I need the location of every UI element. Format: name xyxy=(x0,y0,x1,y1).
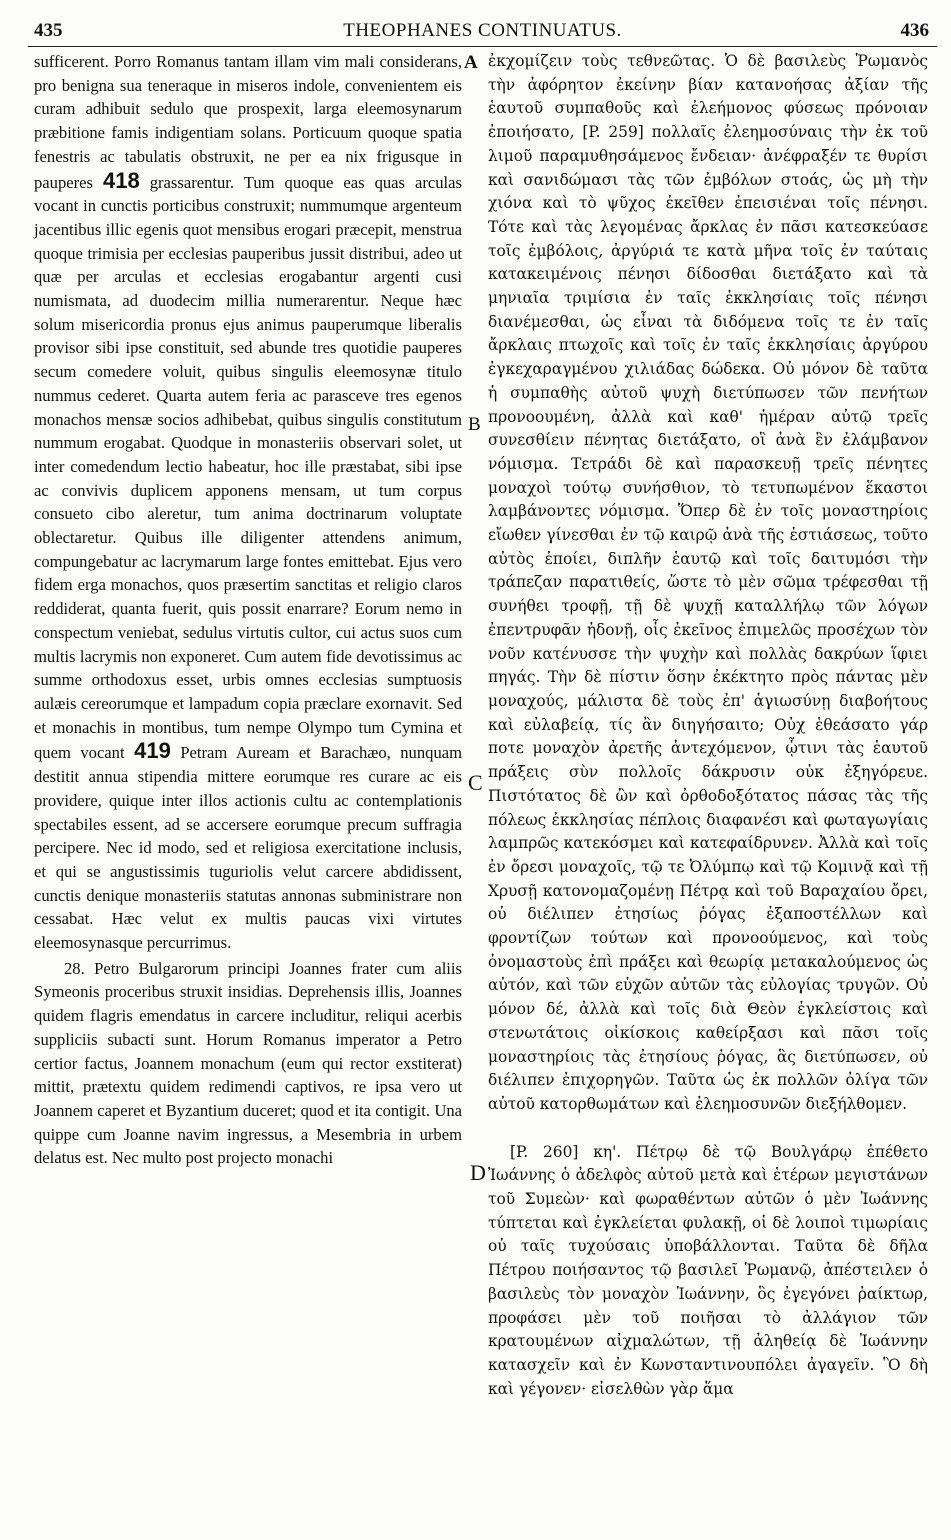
running-header xyxy=(28,18,937,47)
page-break-number: 419 xyxy=(134,738,171,764)
left-page-number: 435 xyxy=(34,20,63,41)
margin-marker-a: A xyxy=(464,52,478,73)
margin-marker-c: C xyxy=(468,770,483,795)
running-title: THEOPHANES CONTINUATUS. xyxy=(343,20,622,41)
latin-text: Petram Auream et Barachæo, nunquam destitit annua stipendia mittere eorumque res curare ac eis providere, quique inter illos actionis cultu ac contemplationis spectabiles essent, ad se accersere eorumque precum suffragia percipere. Nec id modo, sed et religiosa exercitatione inclusis, et qui se angustissimis tuguriolis velut carcere abdidissent, cunctis denique monasteriis statutas annonas subministrare non cessabat. Hæc velut ex multis paucas vixi virtutes eleemosynasque percurrimus. xyxy=(34,743,463,953)
latin-text: sufficerent. Porro Romanus tantam illam vim mali considerans, pro benigna sua teneraque in miseros indole, convenientem eis curam adhibuit sedulo que prospexit, larga eleemosynarum præbitione famis indigentiam solans. Porticuum quoque spatia fenestris ac tabulatis obstruxit, ne per ea nix frigusque in pauperes xyxy=(34,52,462,192)
latin-paragraph xyxy=(34,50,462,955)
latin-section-28: 28. Petro Bulgarorum principi Joannes frater cum aliis Symeonis proceribus struxit insidias. Deprehensis illis, Joannes quidem flagris emendatus in carcere includitur, reliqui acerbis suppliciis subacti sunt. Horum Romanus imperator a Petro certior factus, Joannem monachum (eum qui rector exstiterat) mittit, prætextu quidem redimendi captivos, re ipsa vero ut Joannem caperet et Byzantium duceret; quod et ita contigit. Una quippe cum Joanne navim ingressus, a Mesembria in urbem delatus est. Nec multo post projecto monachi xyxy=(34,958,462,1168)
right-page-number: 436 xyxy=(900,20,929,41)
greek-column xyxy=(488,50,928,1401)
greek-section-28: [P. 260] κη'. Πέτρῳ δὲ τῷ Βουλγάρῳ ἐπέθετο Ἰωάννης ὁ ἀδελφὸς αὐτοῦ μετὰ καὶ ἑτέρων μεγιστάνων τοῦ Συμεὼν· καὶ φωραθέντων αὐτῶν ὁ μὲν Ἰωάννης τύπτεται καὶ ἐγκλείεται φυλακῇ, οἱ δὲ λοιποὶ τιμωρίαις οὐ ταῖς τυχούσαις ὑποβάλλονται. Ταῦτα δὲ δῆλα Πέτρου ποιήσαντος τῷ βασιλεῖ Ῥωμανῷ, ἀπέστειλεν ὁ βασιλεὺς τὸν μοναχὸν Ἰωάννην, ὃς ἐγεγόνει ῥαίκτωρ, προφάσει μὲν τοῦ ποιῆσαι τὸ ἀλλάγιον τῶν κρατουμένων αἰχμαλώτων, τῇ ἀληθείᾳ δὲ Ἰωάννην κατασχεῖν καὶ ἐν Κωνσταντινουπόλει ἀγαγεῖν. Ὃ δὴ καὶ γέγονεν· εἰσελθὼν γὰρ ἅμα xyxy=(488,1142,928,1398)
margin-marker-b: B xyxy=(468,414,481,435)
greek-paragraph: ἐκχομίζειν τοὺς τεθνεῶτας. Ὁ δὲ βασιλεὺς Ῥωμανὸς τὴν ἀφόρητον ἐκείνην βίαν κατανοήσας ἀξίαν τῆς ἑαυτοῦ συμπαθοῦς καὶ ἐλεήμονος φύσεως πρόνοιαν ἐποιήσατο, [P. 259] πολλαῖς ἐλεημοσύναις τὴν ἐκ τοῦ λιμοῦ παραμυθησάμενος ἔνδειαν· ἀνέφραξέν τε θυρίσι καὶ σανιδώμασι τὰς τῶν ἐμβόλων στοάς, ὡς μὴ τὴν χιόνα καὶ τὸ ψῦχος ἐκεῖθεν ἐπεισιέναι τοῖς πένησι. Τότε καὶ τὰς λεγομένας ἄρκλας ἐν πᾶσι κατεσκεύασε τοῖς ἐμβόλοις, ἀργύριά τε κατὰ μῆνα τοῖς ἐν ταύταις κατακειμένοις πένησι δίδοσθαι διετάξατο καὶ τὰ μηνιαῖα τριμίσια ἐν ταῖς ἐκκλησίαις τοῖς πένησι διανέμεσθαι, ὡς εἶναι τὰ διδόμενα τοῖς τε ἐν ταῖς ἄρκλαις πτωχοῖς καὶ τοῖς ἐν ταῖς ἐκκλησίαις ἀργύρου ἐγκεχαραγμένου χιλιάδας δώδεκα. Οὐ μόνον δὲ ταῦτα ἡ συμπαθὴς αὐτοῦ ψυχὴ διετύπωσεν τῶν πενήτων προνοουμένη, ἀλλὰ καὶ καθ' ἡμέραν αὐτῷ τρεῖς συνεσθίειν πένητας διετάξατο, οἳ ἀνὰ ἓν ἐλάμβανον νόμισμα. Τετράδι δὲ καὶ παρασκευῇ τρεῖς πένητες μοναχοὶ τούτῳ συνήσθιον, τὸ τετυπωμένον ἕκαστοι λαμβάνοντες νόμισμα. Ὅπερ δὲ ἐν τοῖς μοναστηρίοις εἴωθεν γίνεσθαι ἐν τῷ καιρῷ ἀνὰ τῆς ἑστιάσεως, τοῦτο αὐτὸς ἐποίει, διπλῆν ἑαυτῷ καὶ τοῖς δαιτυμόσι τὴν τράπεζαν παρατιθείς, ὥστε τὸ μὲν σῶμα τρέφεσθαι τῇ συνήθει τροφῇ, τῇ δὲ ψυχῇ καταλλήλῳ τῶν λόγων ἐπεντρυφᾶν ἡδονῇ, οἷς ἐκεῖνος ἐπιμελῶς προσέχων τὸν νοῦν κατένυσσε τὴν ψυχὴν καὶ πολλὰς δακρύων ἵφιει πηγάς. Τὴν δὲ πίστιν ὅσην ἐκέκτητο πρὸς πάντας μὲν μοναχούς, μάλιστα δὲ τοὺς ἐπ' ἁγιωσύνῃ διαβοήτους καὶ εὐλαβείᾳ, τίς ἂν διηγήσαιτο; Οὐχ ἑθεάσατο γάρ ποτε μοναχὸν ἀρετῆς ἀντεχόμενον, ᾧτινι τὰς ἑαυτοῦ πράξεις σὺν πολλοῖς δάκρυσιν οὐκ ἐξηγόρευε. Πιστότατος δὲ ὢν καὶ ὀρθοδοξότατος πάσας τὰς τῆς πόλεως ἐκκλησίας πέπλοις διαφανέσι καὶ φωταγωγίαις λαμπρῶς κατεκόσμει καὶ κατεφαίδρυνεν. Ἀλλὰ καὶ τοῖς ἐν ὄρεσι μοναχοῖς, τῷ τε Ὀλύμπῳ καὶ τῷ Κομινᾷ καὶ τῇ Χρυσῇ κατονομαζομένῃ Πέτρᾳ καὶ τοῦ Βαραχαίου ὄρει, οὐ διέλιπεν ἐτησίως ῥόγας ἐξαποστέλλων καὶ φροντίζων τούτων καὶ προνοούμενος, καὶ τοὺς ὀνομαστοὺς ἐπὶ πράξει καὶ θεωρίᾳ μετακαλούμενος ὡς αὐτόν, καὶ τῶν εὐχῶν αὐτῶν τὰς εὐλογίας τρυγῶν. Οὐ μόνον δέ, ἀλλὰ καὶ τοῖς διὰ Θεὸν ἐγκλείστοις καὶ στενωτάτοις οἰκίσκοις καθείρξασι καὶ πᾶσι τοῖς μοναστηρίοις τὰς ἐτησίους ῥόγας, ἃς διετύπωσεν, οὐ διέλιπεν ἐπιχορηγῶν. Ταῦτα ὡς ἐκ πολλῶν ὀλίγα τῶν αὐτοῦ κατορθωμάτων καὶ ἐλεημοσυνῶν διεξήλθομεν. xyxy=(488,52,928,1113)
page-break-number: 418 xyxy=(103,167,140,193)
margin-marker-d: D xyxy=(470,1160,486,1185)
latin-text: grassarentur. Tum quoque eas quas arculas vocant in cunctis porticibus construxit; nummumque argenteum jacentibus illic egenis quot mensibus erogari præcepit, menstrua quoque trimisia per ecclesias pauperibus jussit distribui, adeo ut quæ per arculas et ecclesias erogabantur argenti cusi numismata, ad duodecim millia numerarentur. Neque hæc solum misericordia pronus ejus animus pauperumque liberalis provisor sibi ipse constituit, sed abunde tres quotidie pauperes secum comedere voluit, quibus singulis eleemosynæ titulo nummus cederet. Quarta autem feria ac parasceve tres egenos monachos mensæ socios adhibebat, quibus singulis constitutum nummum erogabat. Quodque in monasteriis observari solet, ut inter comedendum lectio habeatur, hoc ille præstabat, sibi ipse ac convivis duplicem apponens mensam, ut tum corpus consueto cibo aleretur, tum anima doctrinarum voluptate oblectaretur. Quibus ille diligenter attendens animum, compungebatur ac lacrymarum large fontes emittebat. Ejus vero fidem erga monachos, quos præsertim sanctitas et religio claros reddiderat, quanta fuerit, quis possit enarrare? Eorum nemo in conspectum veniebat, sedulus virtutis cultor, cui actus suos cum multis lacrymis non exponeret. Cum autem fide devotissimus ac summe orthodoxus esset, urbis omnes ecclesias sumptuosis aulæis cereorumque et lampadum copia præclare exornavit. Sed et monachis in montibus, tum nempe Olympo tum Cymina et quem vocant xyxy=(34,172,462,763)
latin-column xyxy=(34,50,462,1170)
